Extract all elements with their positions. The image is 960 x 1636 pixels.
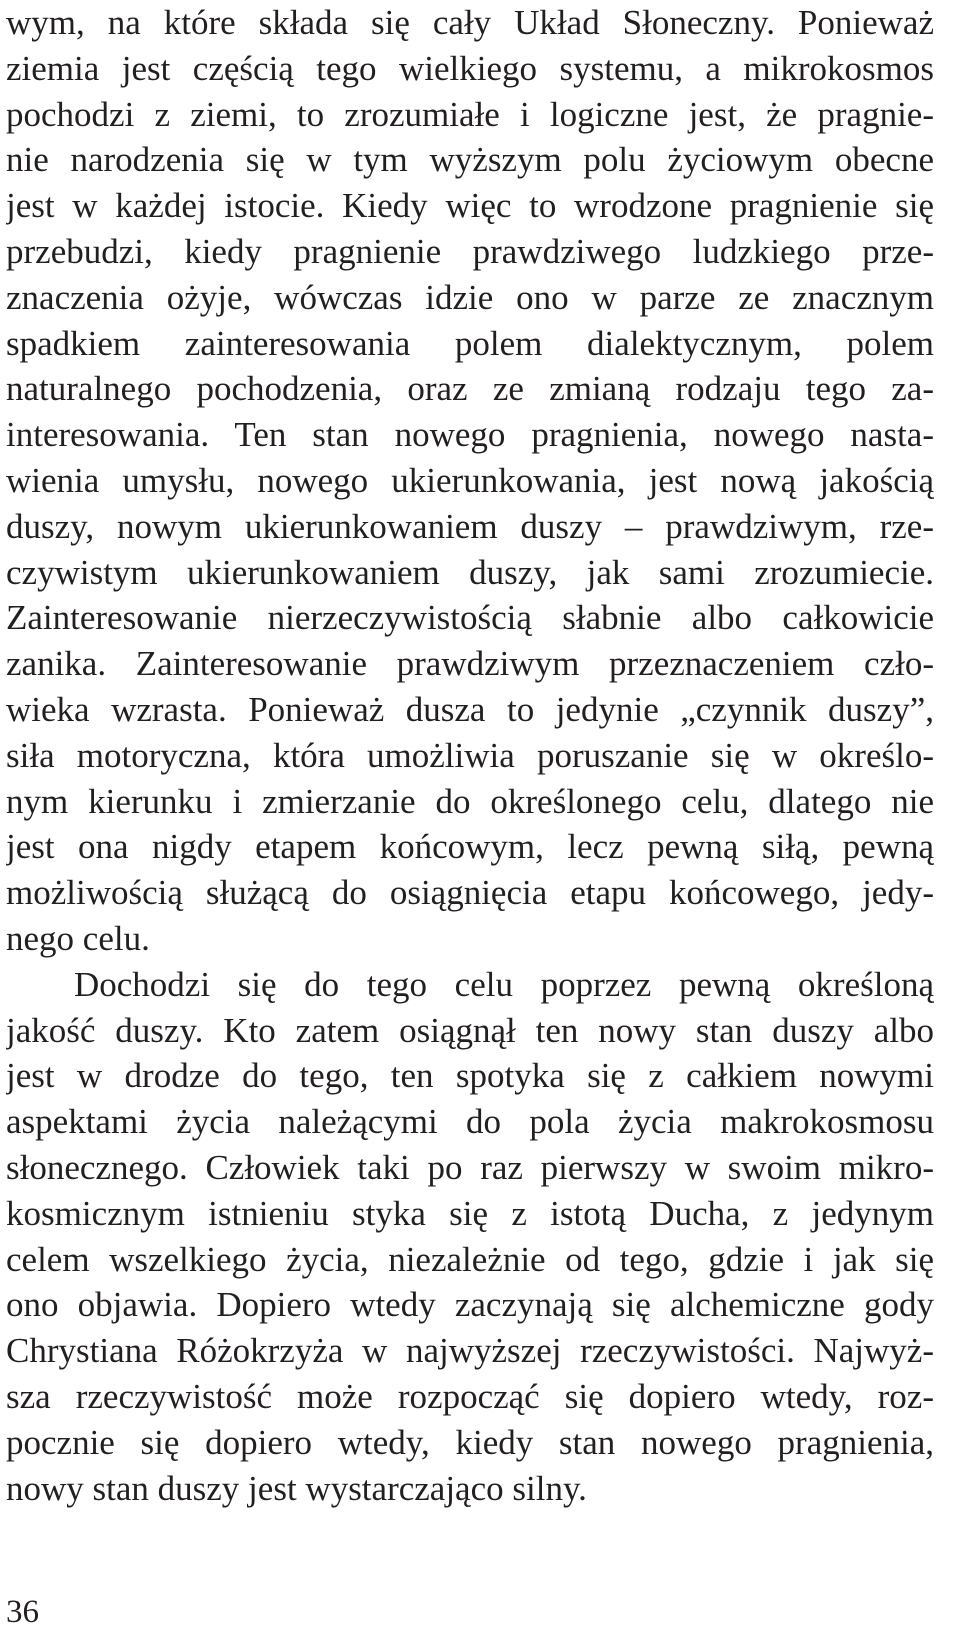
text-line: znaczenia ożyje, wówczas idzie ono w parze ze znacznym [6,277,934,317]
text-line: celem wszelkiego życia, niezależnie od tego, gdzie i jak się [6,1239,934,1279]
page-number: 36 [6,1594,39,1630]
text-line: nowy stan duszy jest wystarczająco silny. [6,1468,587,1508]
text-line: interesowania. Ten stan nowego pragnienia, nowego nasta- [6,415,934,455]
text-line: kosmicznym istnieniu styka się z istotą Ducha, z jedynym [6,1193,934,1233]
text-line: siła motoryczna, która umożliwia poruszanie się w określo- [6,735,934,775]
text-line: słonecznego. Człowiek taki po raz pierwszy w swoim mikro- [6,1147,934,1187]
text-line: jest w drodze do tego, ten spotyka się z całkiem nowymi [6,1056,934,1096]
text-line: czywistym ukierunkowaniem duszy, jak sami zrozumiecie. [6,552,934,592]
text-line: sza rzeczywistość może rozpocząć się dopiero wtedy, roz- [6,1376,934,1416]
text-line: aspektami życia należącymi do pola życia makrokosmosu [6,1102,934,1142]
text-line: nym kierunku i zmierzanie do określonego celu, dlatego nie [6,781,934,821]
page-body [6,0,934,1511]
text-line: Zainteresowanie nierzeczywistością słabnie albo całkowicie [6,598,934,638]
text-line: zanika. Zainteresowanie prawdziwym przeznaczeniem czło- [6,644,934,684]
paragraph-1 [6,0,934,962]
text-line: ziemia jest częścią tego wielkiego systemu, a mikrokosmos [6,48,934,88]
text-line: pocznie się dopiero wtedy, kiedy stan nowego pragnienia, [6,1422,934,1462]
text-line: jakość duszy. Kto zatem osiągnął ten nowy stan duszy albo [6,1010,934,1050]
text-line: naturalnego pochodzenia, oraz ze zmianą rodzaju tego za- [6,369,934,409]
text-line: wienia umysłu, nowego ukierunkowania, jest nową jakością [6,460,934,500]
text-line: duszy, nowym ukierunkowaniem duszy – prawdziwym, rze- [6,506,934,546]
text-line: Chrystiana Różokrzyża w najwyższej rzeczywistości. Najwyż- [6,1331,934,1371]
text-line: możliwością służącą do osiągnięcia etapu końcowego, jedy- [6,873,934,913]
paragraph-2 [6,962,934,1512]
text-line: wieka wzrasta. Ponieważ dusza to jedynie „czynnik duszy”, [6,689,934,729]
text-line: nie narodzenia się w tym wyższym polu życiowym obecne [6,140,934,180]
text-line: ono objawia. Dopiero wtedy zaczynają się alchemiczne gody [6,1285,934,1325]
text-line: Dochodzi się do tego celu poprzez pewną określoną [74,964,934,1004]
text-line: nego celu. [6,918,150,958]
text-line: spadkiem zainteresowania polem dialektycznym, polem [6,323,934,363]
text-line: przebudzi, kiedy pragnienie prawdziwego ludzkiego prze- [6,231,934,271]
text-line: jest w każdej istocie. Kiedy więc to wrodzone pragnienie się [6,186,934,226]
text-line: jest ona nigdy etapem końcowym, lecz pewną siłą, pewną [6,827,934,867]
text-line: wym, na które składa się cały Układ Słoneczny. Ponieważ [6,3,934,42]
text-line: pochodzi z ziemi, to zrozumiałe i logiczne jest, że pragnie- [6,94,934,134]
